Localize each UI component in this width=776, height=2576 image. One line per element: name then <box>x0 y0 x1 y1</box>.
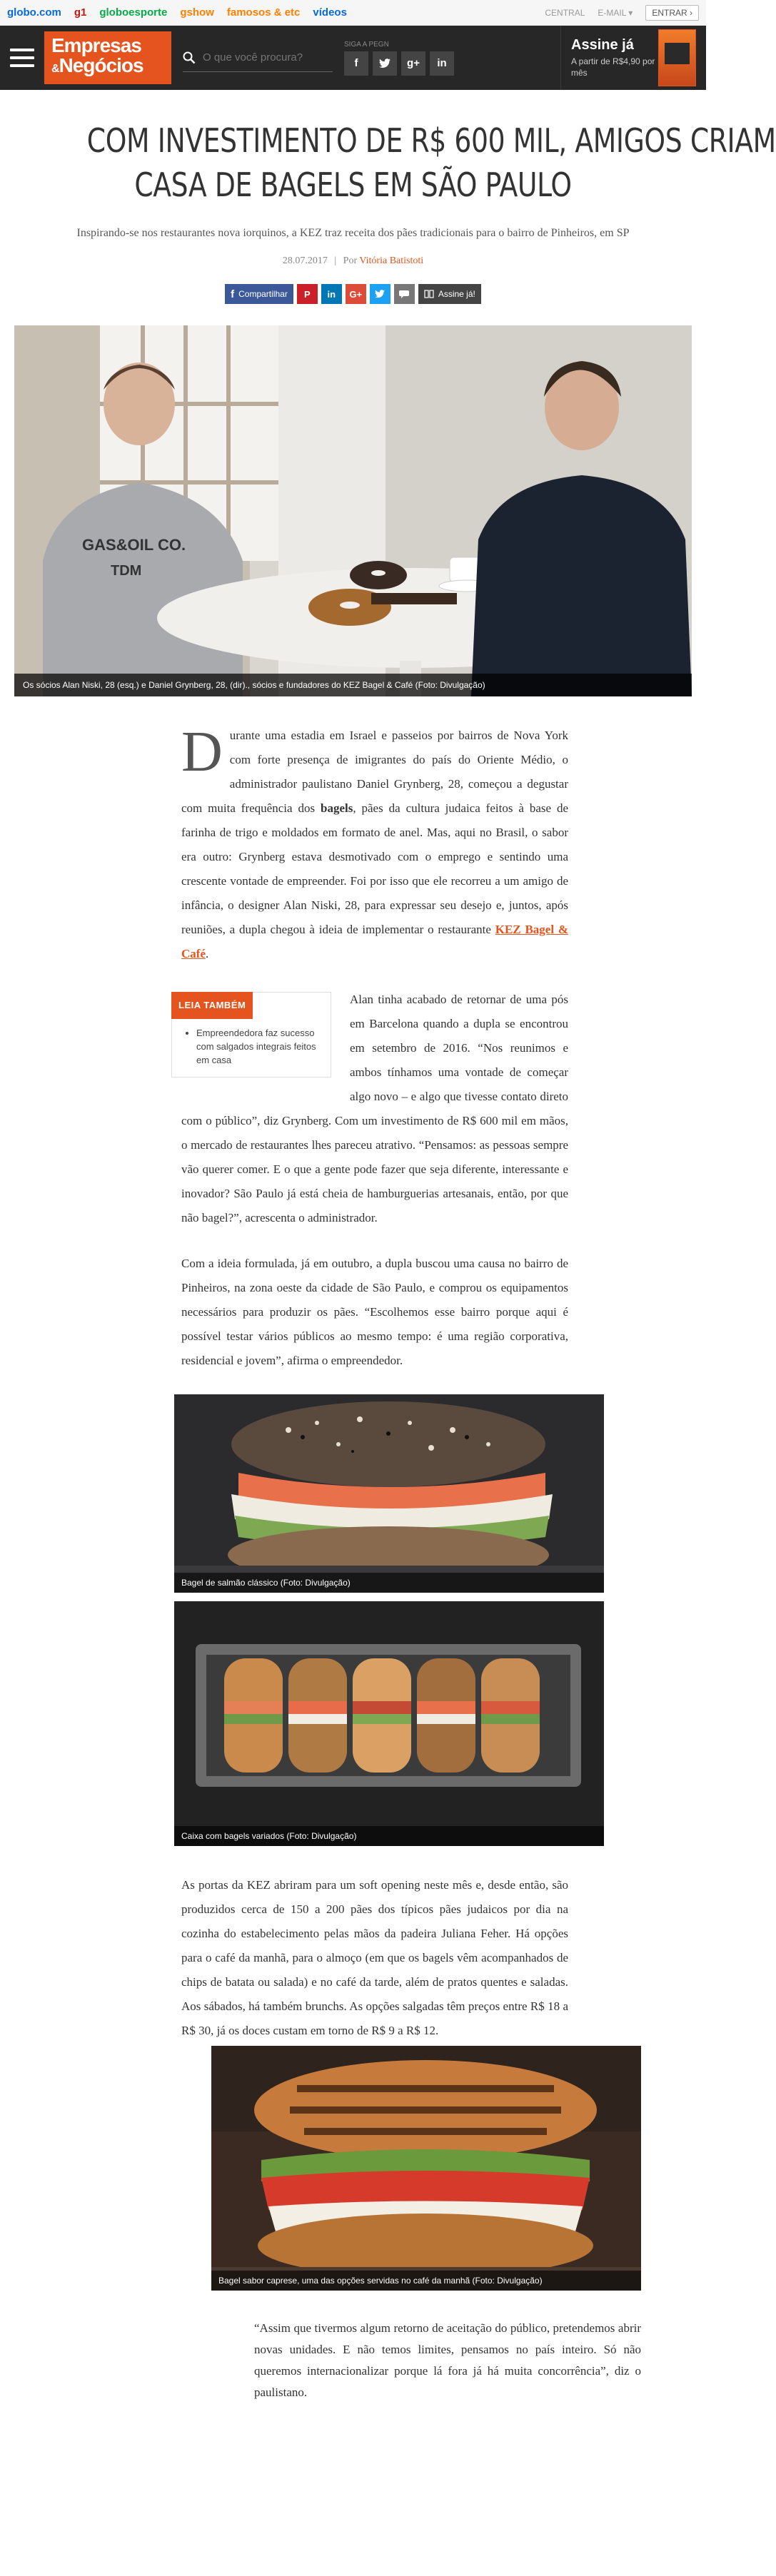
paragraph-3: Com a ideia formulada, já em outubro, a dupla buscou uma causa no bairro de Pinheiros, na zona oeste da cidade de São Paulo, e comprou os equipamentos necessários para produzir os pães. “Escolhemos esse bairro porque aqui é possível testar vários públicos ao mesmo tempo: é uma região corporativa, residencial e jovem”, afirma o empreendedor. <box>181 1257 568 1367</box>
central-link[interactable]: CENTRAL <box>545 7 585 18</box>
hero-image <box>14 325 692 696</box>
globo-link[interactable]: globo.com <box>7 6 61 19</box>
gshow-link[interactable]: gshow <box>180 6 214 19</box>
search-box <box>183 44 333 72</box>
twitter-share-icon[interactable] <box>370 284 390 304</box>
figure-3-caption: Bagel sabor caprese, uma das opções servidas no café da manhã (Foto: Divulgação) <box>211 2271 641 2291</box>
globoesporte-link[interactable]: globoesporte <box>99 6 168 19</box>
comment-share-icon[interactable] <box>394 284 415 304</box>
email-dropdown[interactable]: E-MAIL ▾ <box>598 7 633 18</box>
caprese-bagel-image <box>211 2046 641 2291</box>
paragraph-2: Alan tinha acabado de retornar de uma pós em Barcelona quando a dupla se encontrou em setembro de 2016. “Nos reunimos e ambos tínhamos uma vontade de começar algo novo – e algo que tivesse contato direto com o público”, diz Grynberg. Com um investimento de R$ 600 mil em mãos, o mercado de restaurantes lhes pareceu atrativo. “Pensamos: as pessoas sempre vão querer comer. E o que a gente pode fazer que seja diferente, interessante e inovador? São Paulo já está cheia de hamburguerias artesanais, então, por que não bagel?”, acrescenta o administrador. <box>181 993 568 1224</box>
site-header <box>0 26 706 90</box>
paragraph-5: “Assim que tivermos algum retorno de aceitação do público, pretendemos abrir novas unidades. E não temos limites, pensamos no país inteiro. Só não queremos internacionalizar porque lá fora já há muita concorrência”, diz o paulistano. <box>254 2321 641 2399</box>
drop-cap: D <box>181 721 223 784</box>
search-input[interactable] <box>203 51 324 64</box>
publish-date: 28.07.2017 <box>282 255 328 266</box>
article-header <box>0 90 776 207</box>
enter-button[interactable]: ENTRAR › <box>645 5 699 21</box>
globo-right-links <box>545 5 699 21</box>
svg-text:TDM: TDM <box>111 563 142 579</box>
facebook-share-button[interactable]: f Compartilhar <box>225 284 293 304</box>
subscribe-promo[interactable] <box>560 26 696 90</box>
globo-top-bar <box>0 0 706 26</box>
follow-section <box>344 41 454 76</box>
article-title: COM INVESTIMENTO DE R$ 600 MIL, AMIGOS CRIAM CASA DE BAGELS EM SÃO PAULO <box>86 121 776 204</box>
paragraph-1: Durante uma estadia em Israel e passeios por bairros de Nova York com forte presença de imigrantes do país do Oriente Médio, o administrador paulistano Daniel Grynberg, 28, começou a degustar com muita frequência dos bagels, pães da cultura judaica feitos à base de farinha de trigo e moldados em formato de anel. Mas, aqui no Brasil, o sabor era outro: Grynberg estava desmotivado com o emprego e sentindo uma crescente vontade de empreender. Foi por isso que ele recorreu a um amigo de infância, o designer Alan Niski, 28, para expressar seu desejo e, juntos, após reuniões, a dupla chegou à ideia de implementar o restaurante KEZ Bagel & Café. <box>181 721 568 960</box>
subscribe-text: A partir de R$4,90 por mês <box>571 56 655 78</box>
google-plus-share-icon[interactable]: G+ <box>346 284 366 304</box>
author-link[interactable]: Vitória Batistoti <box>359 255 424 266</box>
byline: 28.07.2017 | Por Vitória Batistoti <box>282 255 424 266</box>
site-logo[interactable] <box>44 31 171 84</box>
magazine-cover-image <box>658 29 696 86</box>
svg-text:GAS&OIL CO.: GAS&OIL CO. <box>82 536 186 554</box>
share-bar <box>0 284 706 304</box>
linkedin-share-icon[interactable]: in <box>321 284 342 304</box>
assine-button[interactable]: Assine já! <box>418 284 481 304</box>
logo-text-top: Empresas <box>51 34 141 56</box>
famosos-link[interactable]: famosos & etc <box>226 6 301 19</box>
linkedin-icon[interactable]: in <box>430 51 454 76</box>
leia-tambem-header: LEIA TAMBÉM <box>171 992 253 1019</box>
facebook-icon[interactable]: f <box>344 51 368 76</box>
search-icon[interactable] <box>183 51 196 64</box>
g1-link[interactable]: g1 <box>74 6 87 19</box>
article-body-continued <box>181 1873 568 2043</box>
book-icon <box>424 290 434 298</box>
pinterest-share-icon[interactable]: P <box>297 284 318 304</box>
menu-icon[interactable] <box>10 49 34 67</box>
article-body <box>178 721 568 1373</box>
leia-tambem-link[interactable]: • Empreendedora faz sucesso com salgados integrais feitos em casa <box>196 1026 321 1067</box>
hero-caption: Os sócios Alan Niski, 28 (esq.) e Daniel Grynberg, 28, (dir)., sócios e fundadores do KEZ Bagel & Café (Foto: Divulgação) <box>14 674 692 696</box>
leia-tambem-box <box>171 992 331 1077</box>
article-subtitle: Inspirando-se nos restaurantes nova iorquinos, a KEZ traz receita dos pães tradicionais para o bairro de Pinheiros, em SP <box>76 227 630 239</box>
subscribe-title: Assine já <box>571 36 634 53</box>
kez-bagel-link[interactable]: KEZ Bagel & Café <box>181 923 568 960</box>
salmon-bagel-image <box>174 1394 604 1593</box>
logo-text-bottom: &Negócios <box>51 54 143 76</box>
paragraph-4: As portas da KEZ abriram para um soft opening neste mês e, desde então, são produzidos cerca de 150 a 200 pães dos típicos pães judaicos por dia na cozinha do estabelecimento pelas mãos da padeira Juliana Feher. Há opções para o café da manhã, para o almoço (em que os bagels vêm acompanhados de chips de batata ou salada) e no café da tarde, além de pratos quentes e saladas. Aos sábados, há também brunchs. As opções salgadas têm preços entre R$ 18 a R$ 30, já os doces custam em torno de R$ 9 a R$ 12. <box>181 1878 568 2037</box>
follow-label: SIGA A PEGN <box>344 40 389 49</box>
google-plus-icon[interactable]: g+ <box>401 51 425 76</box>
figure-2-caption: Caixa com bagels variados (Foto: Divulgação) <box>174 1826 604 1846</box>
videos-link[interactable]: vídeos <box>313 6 347 19</box>
bagel-box-image <box>174 1601 604 1846</box>
figure-1-caption: Bagel de salmão clássico (Foto: Divulgação) <box>174 1573 604 1593</box>
twitter-icon[interactable] <box>373 51 397 76</box>
